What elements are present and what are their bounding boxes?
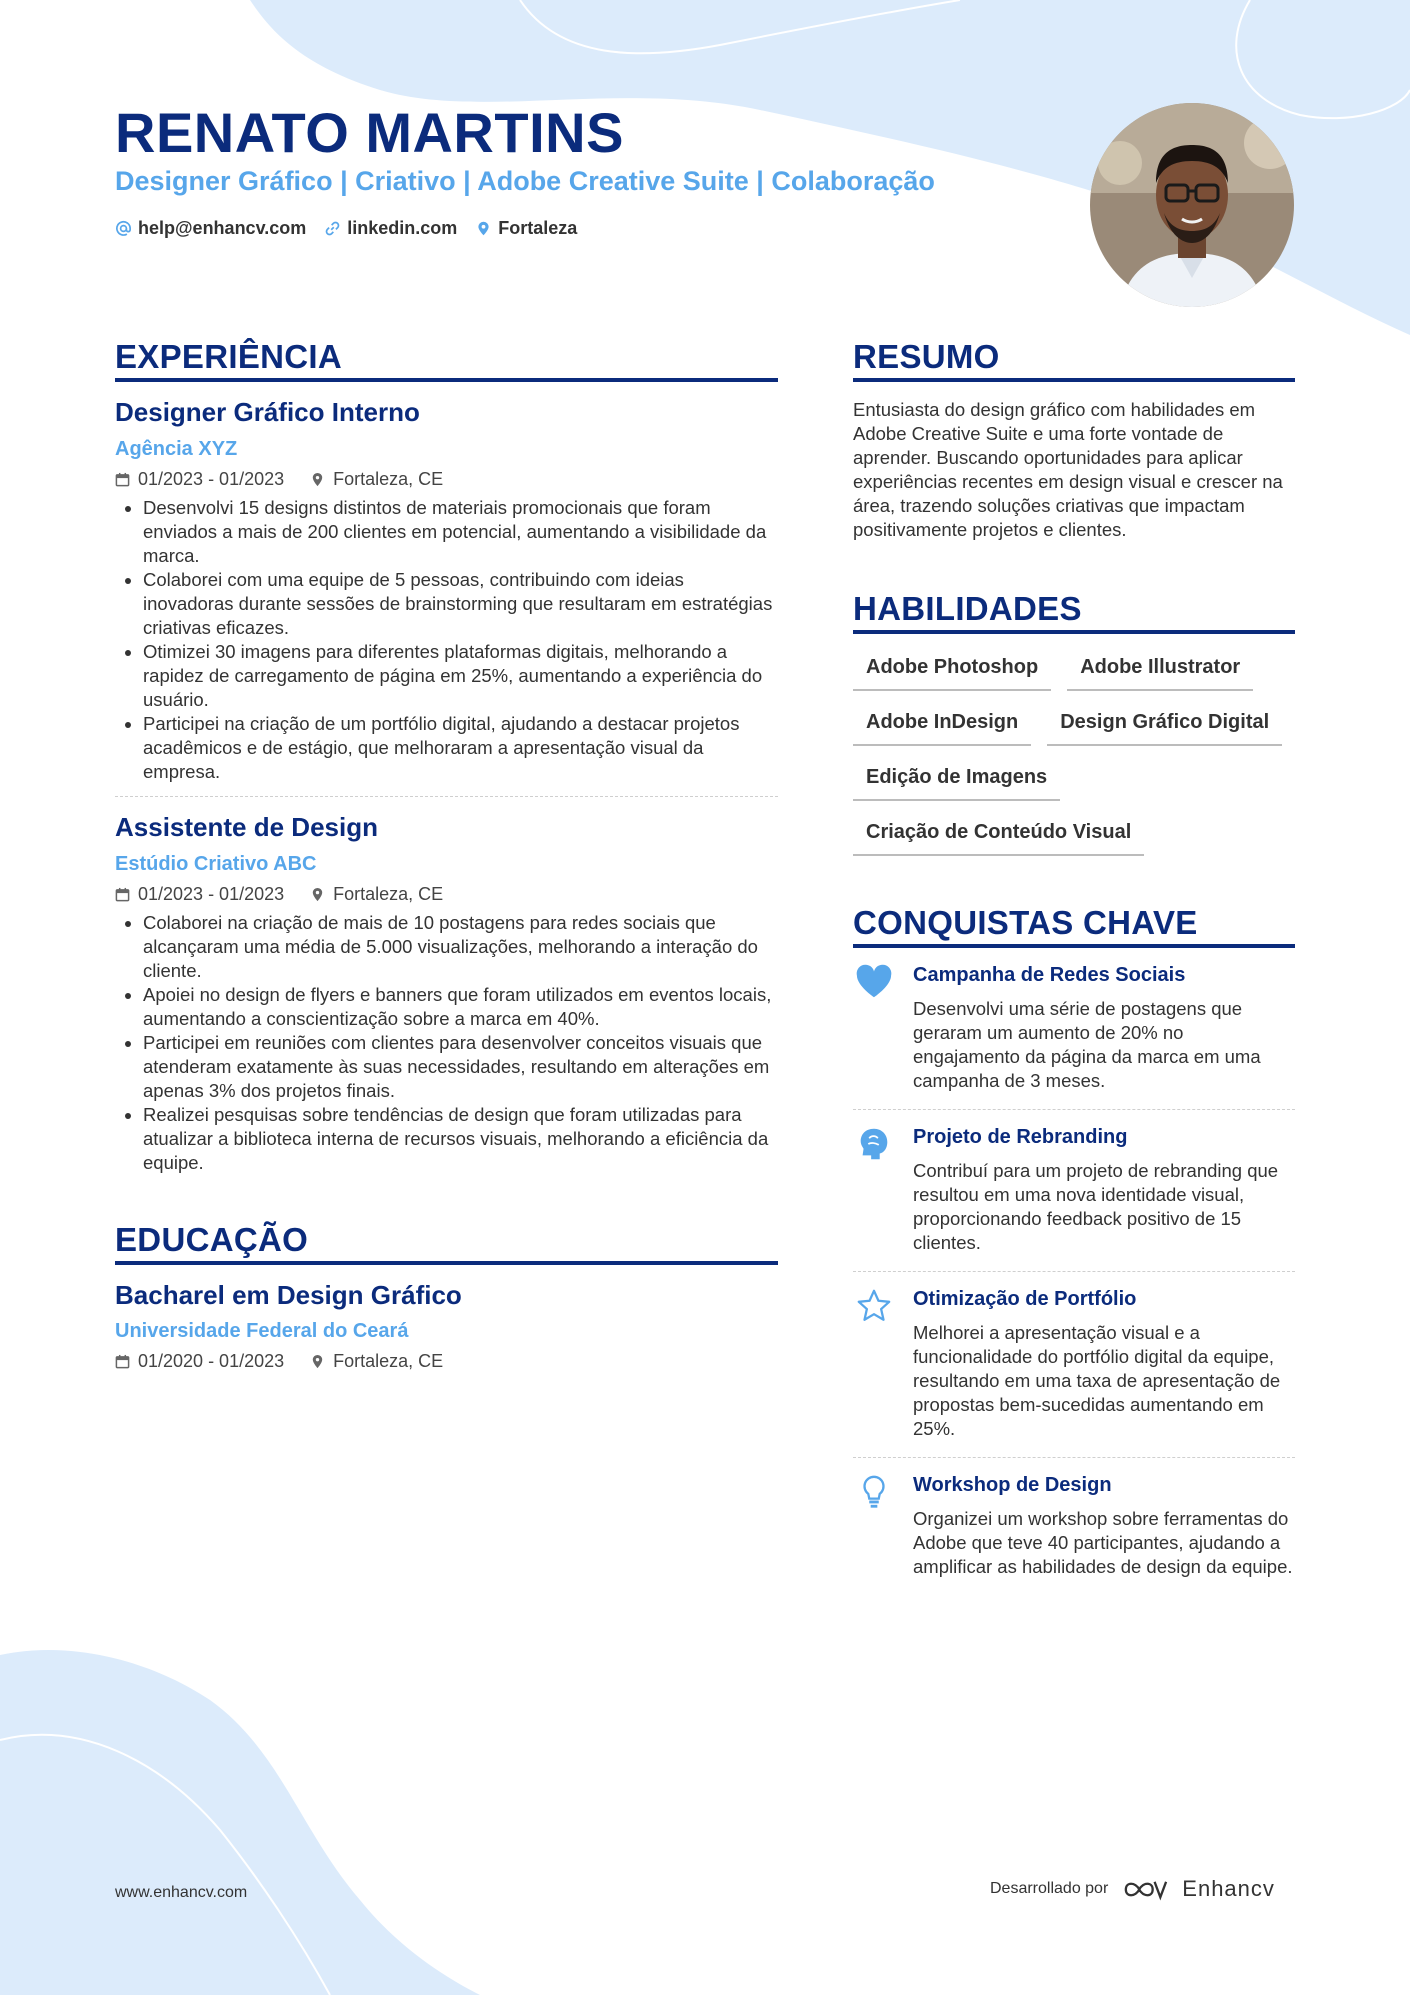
achievement-title: Campanha de Redes Sociais bbox=[913, 964, 1186, 986]
lightbulb-icon bbox=[855, 1474, 893, 1510]
location-text: Fortaleza bbox=[498, 218, 578, 238]
skill-tag: Design Gráfico Digital bbox=[1047, 707, 1282, 746]
job-title: Assistente de Design bbox=[115, 811, 378, 842]
calendar-icon bbox=[115, 1354, 130, 1369]
job-meta bbox=[115, 884, 778, 905]
bullet-item: • Participei na criação de um portfólio digital, ajudando a destacar projetos acadêmicos e de estágio, que melhoraram a apresentação visual da empresa. bbox=[143, 712, 778, 784]
achievement-item bbox=[853, 1458, 1295, 1595]
summary-heading: RESUMO bbox=[853, 338, 1295, 382]
location-pin-icon bbox=[310, 887, 325, 902]
skill-tag: Criação de Conteúdo Visual bbox=[853, 817, 1144, 856]
dates-text: 01/2023 - 01/2023 bbox=[138, 883, 285, 904]
achievement-item bbox=[853, 948, 1295, 1110]
achievement-description: Desenvolvi uma série de postagens que geraram um aumento de 20% no engajamento da página da marca em uma campanha de 3 meses. bbox=[913, 998, 1261, 1091]
achievement-item bbox=[853, 1110, 1295, 1272]
left-column bbox=[115, 338, 778, 1372]
achievement-description: Organizei um workshop sobre ferramentas do Adobe que teve 40 participantes, ajudando a amplificar as habilidades de design da equipe. bbox=[913, 1508, 1293, 1577]
bullet-item: • Desenvolvi 15 designs distintos de materiais promocionais que foram enviados a mais de 200 clientes em potencial, aumentando a visibilidade da marca. bbox=[143, 496, 778, 568]
job-location bbox=[310, 469, 443, 490]
bullet-item: • Participei em reuniões com clientes para desenvolver conceitos visuais que atenderam exatamente às suas necessidades, resultando em alterações em apenas 3% dos projetos finais. bbox=[143, 1031, 778, 1103]
location-contact bbox=[475, 218, 577, 239]
dates-text: 01/2023 - 01/2023 bbox=[138, 468, 285, 489]
star-icon bbox=[855, 1288, 893, 1324]
location-text: Fortaleza, CE bbox=[333, 468, 444, 489]
skill-tag: Adobe InDesign bbox=[853, 707, 1031, 746]
contact-row bbox=[115, 218, 577, 239]
summary-text: Entusiasta do design gráfico com habilidades em Adobe Creative Suite e uma forte vontade de aprender. Buscando oportunidades para aplicar experiências recentes em design visual e crescer na área, trazendo soluções criativas que impactam positivamente projetos e clientes. bbox=[853, 399, 1283, 540]
candidate-name: RENATO MARTINS bbox=[115, 101, 624, 164]
location-pin-icon bbox=[310, 1354, 325, 1369]
job-dates bbox=[115, 884, 284, 905]
skill-tag: Edição de Imagens bbox=[853, 762, 1060, 801]
achievements-heading: CONQUISTAS CHAVE bbox=[853, 904, 1295, 948]
job-title: Designer Gráfico Interno bbox=[115, 397, 420, 427]
location-pin-icon bbox=[310, 472, 325, 487]
company-name: Estúdio Criativo ABC bbox=[115, 852, 317, 875]
education-dates bbox=[115, 1351, 284, 1372]
achievement-title: Projeto de Rebranding bbox=[913, 1126, 1128, 1148]
profile-photo bbox=[1090, 103, 1294, 307]
job-bullets bbox=[115, 911, 778, 1175]
dates-text: 01/2020 - 01/2023 bbox=[138, 1351, 285, 1372]
education-meta bbox=[115, 1351, 778, 1372]
education-heading: EDUCAÇÃO bbox=[115, 1221, 778, 1265]
achievement-description: Melhorei a apresentação visual e a funcionalidade do portfólio digital da equipe, resultando em uma taxa de apresentação de propostas bem-sucedidas aumentando em 25%. bbox=[913, 1322, 1281, 1439]
skills-heading: HABILIDADES bbox=[853, 590, 1295, 634]
headline: Designer Gráfico | Criativo | Adobe Creative Suite | Colaboração bbox=[115, 166, 935, 196]
location-text: Fortaleza, CE bbox=[333, 883, 444, 904]
footer-branding bbox=[990, 1876, 1275, 1902]
job-meta bbox=[115, 469, 778, 490]
bullet-item: • Realizei pesquisas sobre tendências de design que foram utilizadas para atualizar a biblioteca interna de recursos visuais, melhorando a eficiência da equipe. bbox=[143, 1103, 778, 1175]
skill-tag: Adobe Illustrator bbox=[1067, 652, 1253, 691]
experience-heading: EXPERIÊNCIA bbox=[115, 338, 778, 382]
achievement-item bbox=[853, 1272, 1295, 1458]
degree-title: Bacharel em Design Gráfico bbox=[115, 1279, 462, 1310]
bullet-item: • Colaborei com uma equipe de 5 pessoas, contribuindo com ideias inovadoras durante sessões de brainstorming que resultaram em estratégias criativas eficazes. bbox=[143, 568, 778, 640]
bullet-item: • Colaborei na criação de mais de 10 postagens para redes sociais que alcançaram uma média de 5.000 visualizações, melhorando a interação do cliente. bbox=[143, 911, 778, 983]
powered-by-text: Desarrollado por bbox=[990, 1880, 1109, 1897]
bullet-item: • Otimizei 30 imagens para diferentes plataformas digitais, melhorando a rapidez de carregamento de página em 25%, aumentando a experiência do usuário. bbox=[143, 640, 778, 712]
company-name: Agência XYZ bbox=[115, 437, 238, 460]
brand-name: Enhancv bbox=[1182, 1876, 1275, 1901]
calendar-icon bbox=[115, 887, 130, 902]
enhancv-logo-icon bbox=[1122, 1878, 1168, 1901]
skills-list bbox=[853, 652, 1295, 856]
location-text: Fortaleza, CE bbox=[333, 1351, 444, 1372]
education-entry bbox=[115, 1265, 778, 1373]
link-icon bbox=[324, 220, 341, 237]
achievement-title: Workshop de Design bbox=[913, 1474, 1112, 1496]
heart-icon bbox=[855, 964, 893, 1000]
at-icon bbox=[115, 220, 132, 237]
location-pin-icon bbox=[475, 220, 492, 237]
linkedin-contact[interactable] bbox=[324, 218, 457, 239]
education-location bbox=[310, 1351, 443, 1372]
job-location bbox=[310, 884, 443, 905]
footer-website[interactable]: www.enhancv.com bbox=[115, 1884, 248, 1901]
brain-icon bbox=[855, 1126, 893, 1162]
school-name: Universidade Federal do Ceará bbox=[115, 1320, 409, 1343]
job-dates bbox=[115, 469, 284, 490]
job-bullets bbox=[115, 496, 778, 784]
linkedin-text: linkedin.com bbox=[347, 218, 458, 238]
skill-tag: Adobe Photoshop bbox=[853, 652, 1051, 691]
achievements-list bbox=[853, 948, 1295, 1595]
email-text: help@enhancv.com bbox=[138, 218, 307, 238]
experience-entry bbox=[115, 382, 778, 797]
bullet-item: • Apoiei no design de flyers e banners que foram utilizados em eventos locais, aumentando a conscientização sobre a marca em 40%. bbox=[143, 983, 778, 1031]
email-contact[interactable] bbox=[115, 218, 306, 239]
experience-entry bbox=[115, 797, 778, 1175]
achievement-description: Contribuí para um projeto de rebranding que resultou em uma nova identidade visual, proporcionando feedback positivo de 15 clientes. bbox=[913, 1160, 1279, 1253]
calendar-icon bbox=[115, 472, 130, 487]
right-column bbox=[853, 338, 1295, 1595]
achievement-title: Otimização de Portfólio bbox=[913, 1288, 1137, 1310]
avatar-illustration bbox=[1090, 103, 1294, 307]
